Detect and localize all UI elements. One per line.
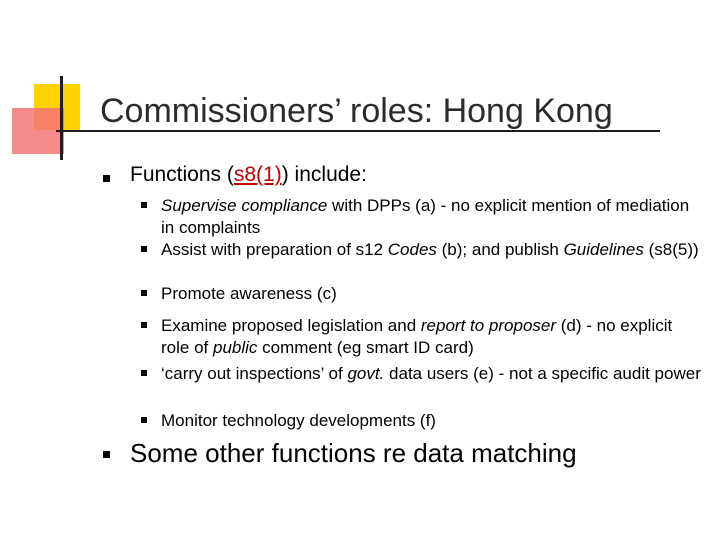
text-segment: (d) - no explicit role of	[161, 316, 673, 357]
functions-suffix: ) include:	[281, 163, 367, 186]
functions-prefix: Functions (	[130, 163, 234, 186]
sub-item-4	[161, 315, 701, 359]
sub-bullet-marker	[141, 246, 147, 252]
sub-bullet-marker	[141, 322, 147, 328]
sub-item-1	[161, 195, 701, 239]
text-segment: comment (eg smart ID card)	[257, 338, 474, 357]
sub-item-5	[161, 363, 701, 385]
text-segment: data users (e) - not a specific audit power	[384, 364, 701, 383]
italic-text: report to proposer	[420, 316, 557, 335]
italic-text: public	[212, 338, 258, 357]
sub-bullet-marker	[141, 290, 147, 296]
text-segment: Monitor technology developments (f)	[161, 411, 436, 430]
text-segment: with DPPs (a) - no explicit mention of mediation in complaints	[161, 196, 690, 237]
logo-vertical-line	[60, 76, 63, 160]
text-segment: Promote awareness (c)	[161, 284, 337, 303]
text-segment: Assist with preparation of s12	[161, 240, 388, 259]
sub-item-6	[161, 410, 701, 432]
sub-item-3	[161, 283, 701, 305]
italic-text: Supervise compliance	[161, 196, 328, 215]
italic-text: govt.	[347, 364, 385, 383]
sub-bullet-marker	[141, 370, 147, 376]
other-functions-text: Some other functions re data matching	[130, 438, 577, 468]
italic-text: Codes	[387, 240, 437, 259]
sub-item-2	[161, 239, 701, 261]
s8-1-link[interactable]: s8(1)	[233, 163, 282, 186]
slide-title: Commissioners’ roles: Hong Kong	[100, 92, 613, 130]
italic-text: Guidelines	[563, 240, 644, 259]
bullet-marker	[103, 175, 110, 182]
bullet-marker	[103, 451, 110, 458]
sub-bullet-marker	[141, 202, 147, 208]
text-segment: (b); and publish	[436, 240, 564, 259]
text-segment: Examine proposed legislation and	[161, 316, 421, 335]
sub-bullet-marker	[141, 417, 147, 423]
text-segment: ‘carry out inspections’ of	[161, 364, 348, 383]
functions-heading	[130, 163, 367, 187]
text-segment: (s8(5))	[643, 240, 699, 259]
